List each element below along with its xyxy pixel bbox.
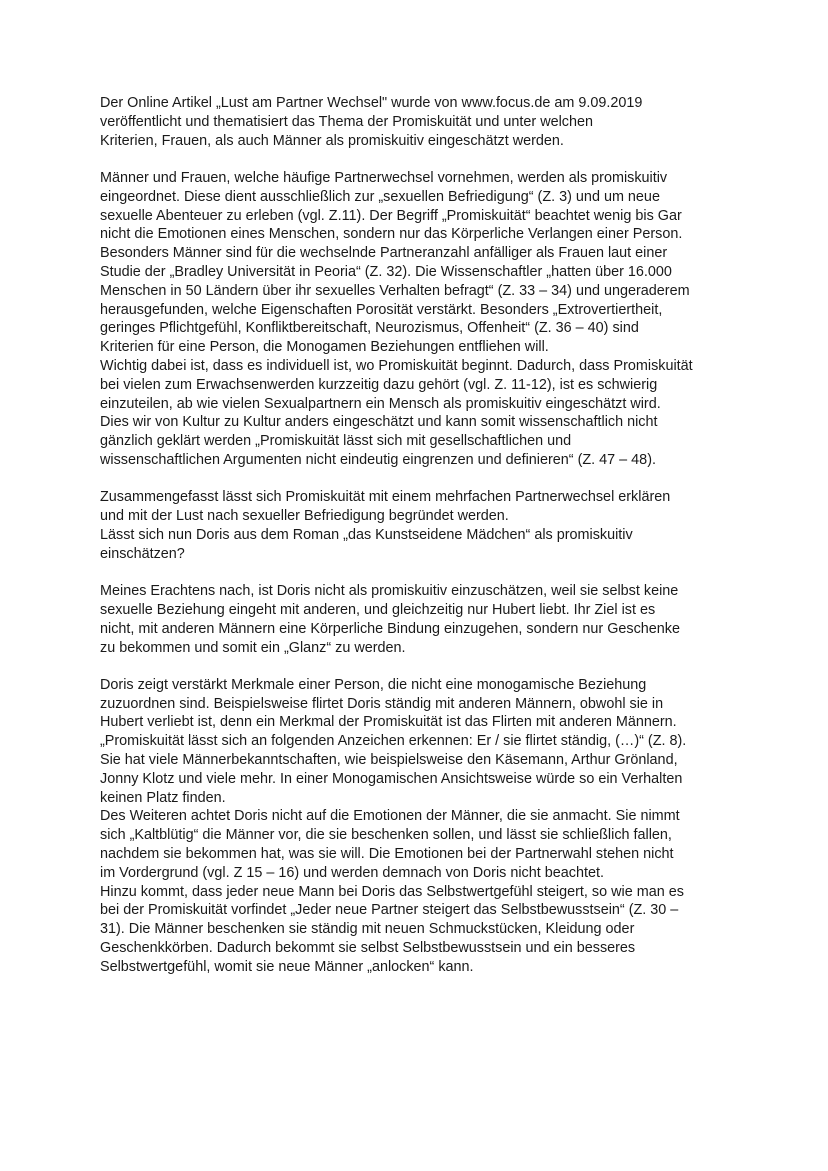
text-line: Sie hat viele Männerbekanntschaften, wie beispielsweise den Käsemann, Arthur Grönland, bbox=[100, 752, 678, 769]
text-line: Zusammengefasst lässt sich Promiskuität mit einem mehrfachen Partnerwechsel erklären bbox=[100, 489, 671, 506]
text-line: veröffentlicht und thematisiert das Thema der Promiskuität und unter welchen bbox=[100, 113, 594, 130]
text-line: Geschenkkörben. Dadurch bekommt sie selbst Selbstbewusstsein und ein besseres bbox=[100, 940, 636, 957]
text-line: keinen Platz finden. bbox=[100, 789, 226, 806]
text-line: Selbstwertgefühl, womit sie neue Männer „anlocken“ kann. bbox=[100, 958, 474, 975]
text-line: nachdem sie bekommen hat, was sie will. Die Emotionen bei der Partnerwahl stehen nicht bbox=[100, 846, 674, 863]
text-line: und mit der Lust nach sexueller Befriedigung begründet werden. bbox=[100, 508, 509, 525]
text-line: wissenschaftlichen Argumenten nicht eindeutig eingrenzen und definieren“ (Z. 47 – 48). bbox=[100, 451, 656, 468]
text-line: zu bekommen und somit ein „Glanz“ zu werden. bbox=[100, 639, 406, 656]
text-line: Besonders Männer sind für die wechselnde Partneranzahl anfälliger als Frauen laut einer bbox=[100, 245, 668, 262]
paragraph-analysis bbox=[100, 169, 730, 470]
text-line: bei vielen zum Erwachsenwerden kurzzeitig dazu gehört (vgl. Z. 11-12), ist es schwierig bbox=[100, 376, 658, 393]
paragraph-opinion bbox=[100, 582, 730, 657]
text-line: Meines Erachtens nach, ist Doris nicht als promiskuitiv einzuschätzen, weil sie selbst keine bbox=[100, 583, 679, 600]
text-line: „Promiskuität lässt sich an folgenden Anzeichen erkennen: Er / sie flirtet ständig, (…)“ (Z. 8). bbox=[100, 733, 687, 750]
text-line: Doris zeigt verstärkt Merkmale einer Person, die nicht eine monogamische Beziehung bbox=[100, 676, 647, 693]
text-line: sexuelle Abenteuer zu erleben (vgl. Z.11). Der Begriff „Promiskuität“ beachtet wenig bis Gar bbox=[100, 207, 682, 224]
text-line: Männer und Frauen, welche häufige Partnerwechsel vornehmen, werden als promiskuitiv bbox=[100, 169, 668, 186]
text-line: eingeordnet. Diese dient ausschließlich zur „sexuellen Befriedigung“ (Z. 3) und um neue bbox=[100, 188, 660, 205]
text-line: zuzuordnen sind. Beispielsweise flirtet Doris ständig mit anderen Männern, obwohl sie in bbox=[100, 695, 664, 712]
text-line: nicht, mit anderen Männern eine Körperliche Bindung einzugehen, sondern nur Geschenke bbox=[100, 620, 680, 637]
text-line: Kriterien für eine Person, die Monogamen Beziehungen entfliehen will. bbox=[100, 339, 549, 356]
text-line: Menschen in 50 Ländern über ihr sexuelles Verhalten befragt“ (Z. 33 – 34) und ungeraderem bbox=[100, 282, 690, 299]
text-line: sich „Kaltblütig“ die Männer vor, die sie beschenken sollen, und lässt sie schließlich fallen, bbox=[100, 827, 672, 844]
text-line: einschätzen? bbox=[100, 545, 185, 562]
paragraph-intro bbox=[100, 94, 730, 150]
paragraph-arguments bbox=[100, 676, 730, 977]
text-line: herausgefunden, welche Eigenschaften Porosität verstärkt. Besonders „Extrovertiertheit, bbox=[100, 301, 663, 318]
text-line: Jonny Klotz und viele mehr. In einer Monogamischen Ansichtsweise würde so ein Verhalten bbox=[100, 770, 683, 787]
text-line: Hinzu kommt, dass jeder neue Mann bei Doris das Selbstwertgefühl steigert, so wie man es bbox=[100, 883, 684, 900]
text-line: 31). Die Männer beschenken sie ständig mit neuen Schmuckstücken, Kleidung oder bbox=[100, 921, 635, 938]
text-line: gänzlich geklärt werden „Promiskuität lässt sich mit gesellschaftlichen und bbox=[100, 433, 572, 450]
text-line: Des Weiteren achtet Doris nicht auf die Emotionen der Männer, die sie anmacht. Sie nimmt bbox=[100, 808, 680, 825]
document-body bbox=[100, 94, 730, 995]
text-line: Lässt sich nun Doris aus dem Roman „das Kunstseidene Mädchen“ als promiskuitiv bbox=[100, 526, 633, 543]
text-line: Der Online Artikel „Lust am Partner Wechsel" wurde von www.focus.de am 9.09.2019 bbox=[100, 95, 643, 111]
text-line: Hubert verliebt ist, denn ein Merkmal der Promiskuität ist das Flirten mit anderen Männern. bbox=[100, 714, 677, 731]
text-line: im Vordergrund (vgl. Z 15 – 16) und werden demnach von Doris nicht beachtet. bbox=[100, 864, 604, 881]
text-line: nicht die Emotionen eines Menschen, sondern nur das Körperliche Verlangen einer Person. bbox=[100, 226, 683, 243]
paragraph-summary bbox=[100, 488, 730, 563]
text-line: bei der Promiskuität vorfindet „Jeder neue Partner steigert das Selbstbewusstsein“ (Z. 30 – bbox=[100, 902, 679, 919]
text-line: sexuelle Beziehung eingeht mit anderen, und gleichzeitig nur Hubert liebt. Ihr Ziel ist es bbox=[100, 601, 656, 618]
text-line: geringes Pflichtgefühl, Konfliktbereitschaft, Neurozismus, Offenheit“ (Z. 36 – 40) sind bbox=[100, 320, 639, 337]
text-line: einzuteilen, ab wie vielen Sexualpartnern ein Mensch als promiskuitiv eingeschätzt wird. bbox=[100, 395, 661, 412]
text-line: Studie der „Bradley Universität in Peoria“ (Z. 32). Die Wissenschaftler „hatten über 16.000 bbox=[100, 263, 672, 280]
text-line: Dies wir von Kultur zu Kultur anders eingeschätzt und kann somit wissenschaftlich nicht bbox=[100, 414, 658, 431]
text-line: Wichtig dabei ist, dass es individuell ist, wo Promiskuität beginnt. Dadurch, dass Promiskuität bbox=[100, 357, 693, 374]
text-line: Kriterien, Frauen, als auch Männer als promiskuitiv eingeschätzt werden. bbox=[100, 132, 564, 149]
